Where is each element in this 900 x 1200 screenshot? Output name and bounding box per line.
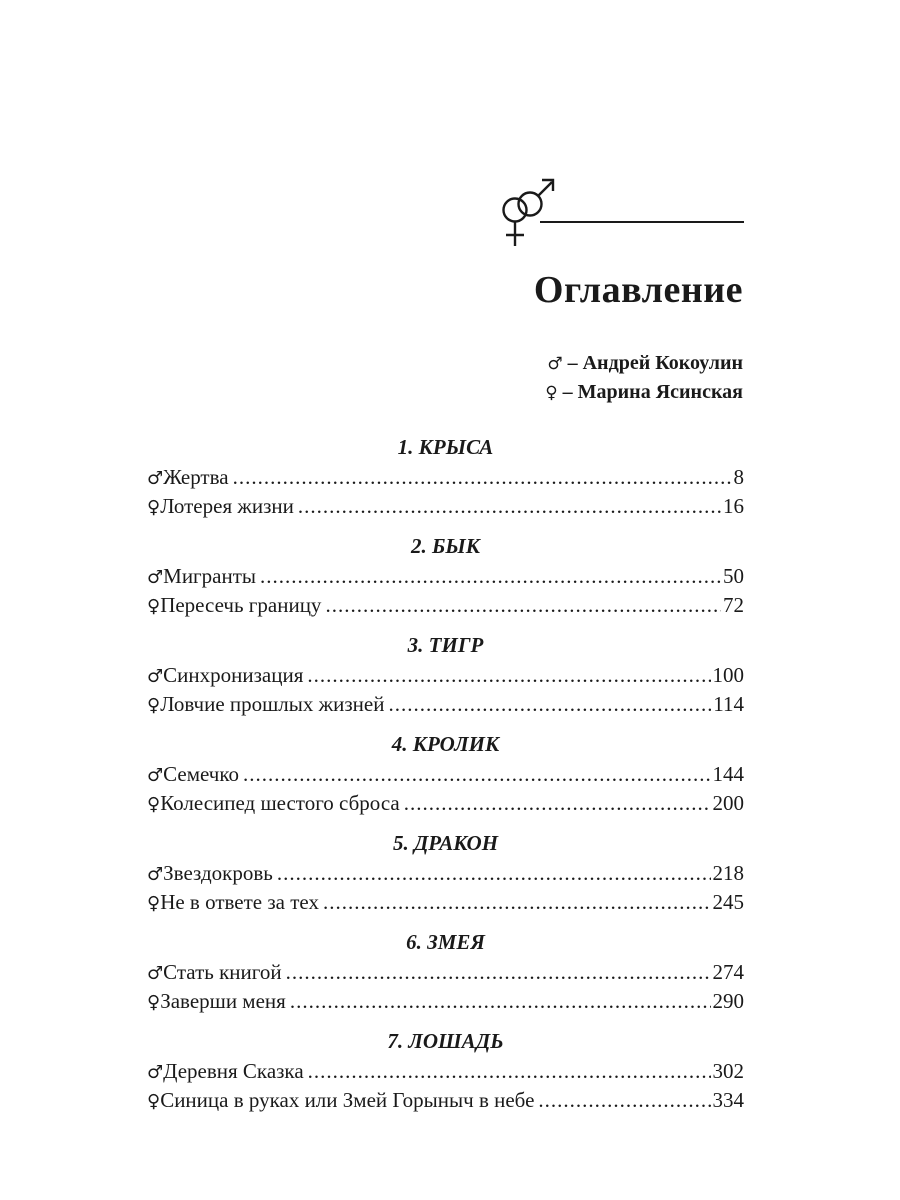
dot-leader [307,661,710,690]
toc-entry[interactable] [147,760,744,789]
entry-title: Семечко [163,762,240,786]
dot-leader [388,690,711,719]
toc-entry[interactable] [147,463,744,492]
author-legend [545,349,743,407]
toc-entry[interactable] [147,690,744,719]
entry-title: Лотерея жизни [160,494,294,518]
toc-section [147,430,744,521]
entry-page-number: 114 [713,692,744,716]
section-heading: 2. БЫК [411,534,480,558]
section-heading: 6. ЗМЕЯ [406,930,485,954]
entry-title: Звездокровь [163,861,273,885]
toc-section [147,925,744,1016]
section-heading: 1. КРЫСА [397,435,494,459]
toc-section [147,1024,744,1115]
dot-leader [260,562,721,591]
female-symbol-icon: ♀ [147,695,161,716]
page-title: Оглавление [533,269,743,311]
entry-page-number: 16 [723,494,744,518]
entry-page-number: 72 [723,593,744,617]
male-symbol-icon: ♂ [147,864,164,885]
author-legend-female [545,378,743,407]
dot-leader [404,789,711,818]
toc-entry[interactable] [147,661,744,690]
section-heading: 5. ДРАКОН [392,831,499,855]
table-of-contents [147,430,744,1115]
dot-leader [323,888,711,917]
toc-entry[interactable] [147,492,744,521]
dot-leader [308,1057,711,1086]
dot-leader [298,492,721,521]
entry-title: Деревня Сказка [163,1059,304,1083]
entry-page-number: 8 [733,465,744,489]
dot-leader [243,760,710,789]
toc-entry[interactable] [147,591,744,620]
entry-page-number: 274 [712,960,744,984]
section-heading: 7. ЛОШАДЬ [387,1029,504,1053]
entry-page-number: 200 [712,791,744,815]
dot-leader [277,859,711,888]
section-heading: 4. КРОЛИК [391,732,500,756]
entry-title: Синхронизация [163,663,304,687]
dot-leader [325,591,721,620]
toc-entry[interactable] [147,859,744,888]
toc-entry[interactable] [147,888,744,917]
entry-page-number: 302 [712,1059,744,1083]
male-symbol-icon: ♂ [147,1062,164,1083]
entry-title: Заверши меня [160,989,286,1013]
entry-page-number: 290 [712,989,744,1013]
toc-entry[interactable] [147,987,744,1016]
male-symbol-icon: ♂ [147,567,164,588]
entry-title: Пересечь границу [160,593,322,617]
author-name: – Марина Ясинская [562,381,743,403]
toc-entry[interactable] [147,958,744,987]
dot-leader [286,958,711,987]
female-symbol-icon: ♀ [147,497,161,518]
entry-title: Колесипед шестого сброса [160,791,400,815]
male-female-symbol-icon [498,166,558,248]
section-heading: 3. ТИГР [407,633,484,657]
male-symbol-icon: ♂ [147,468,164,489]
entry-page-number: 144 [712,762,744,786]
toc-entry[interactable] [147,789,744,818]
entry-page-number: 100 [712,663,744,687]
toc-entry[interactable] [147,562,744,591]
dot-leader [538,1086,710,1115]
author-legend-male [545,349,743,378]
male-symbol-icon: ♂ [147,666,164,687]
toc-section [147,826,744,917]
dot-leader [290,987,711,1016]
toc-entry[interactable] [147,1086,744,1115]
entry-title: Синица в руках или Змей Горыныч в небе [160,1088,535,1112]
toc-entry[interactable] [147,1057,744,1086]
female-symbol-icon: ♀ [147,1091,161,1112]
author-name: – Андрей Кокоулин [567,352,743,374]
entry-title: Стать книгой [163,960,282,984]
toc-section [147,628,744,719]
entry-title: Не в ответе за тех [160,890,319,914]
female-symbol-icon: ♀ [147,992,161,1013]
female-symbol-icon: ♀ [147,596,161,617]
toc-section [147,529,744,620]
entry-title: Ловчие прошлых жизней [160,692,385,716]
toc-section [147,727,744,818]
entry-page-number: 50 [723,564,744,588]
female-symbol-icon: ♀ [147,794,161,815]
female-symbol-icon: ♀ [147,893,161,914]
entry-title: Мигранты [163,564,257,588]
entry-page-number: 245 [712,890,744,914]
entry-page-number: 334 [712,1088,744,1112]
male-symbol-icon: ♂ [147,765,164,786]
male-symbol-icon: ♂ [547,354,563,374]
title-rule [540,221,744,223]
male-symbol-icon: ♂ [147,963,164,984]
dot-leader [233,463,732,492]
entry-page-number: 218 [712,861,744,885]
female-symbol-icon: ♀ [545,383,558,403]
entry-title: Жертва [163,465,229,489]
